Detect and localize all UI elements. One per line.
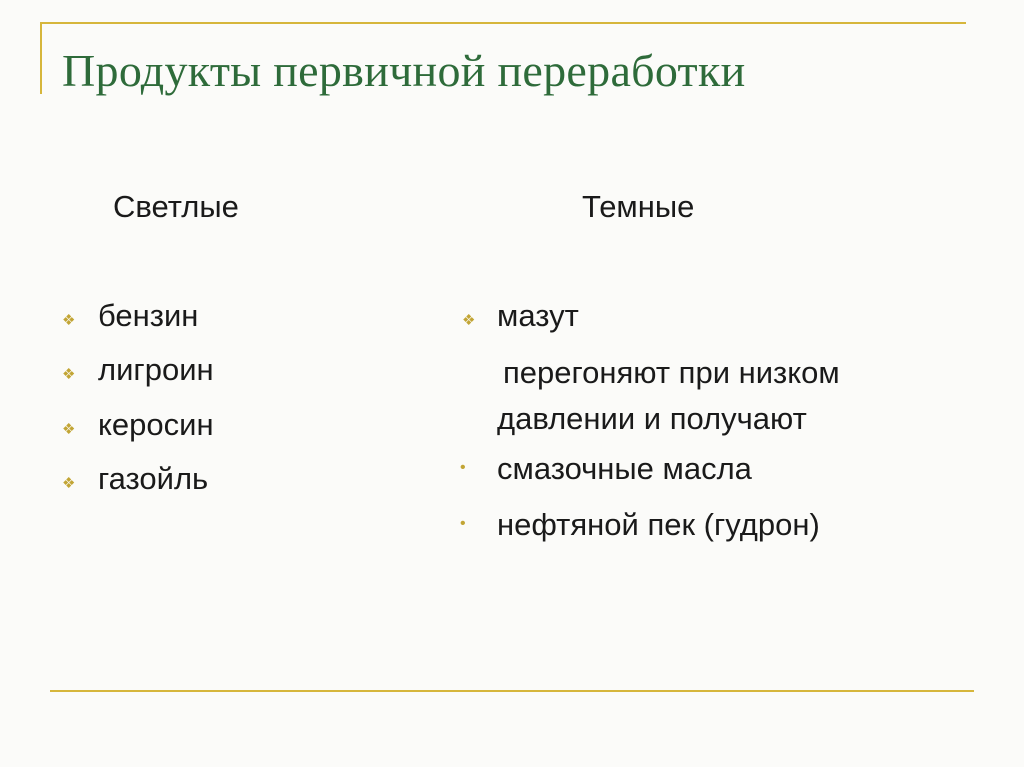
frame-bottom-rule (50, 690, 974, 692)
dot-bullet-icon: • (460, 459, 466, 476)
list-item-dark-sub: нефтяной пек (гудрон) (497, 507, 820, 542)
four-diamond-bullet-icon: ❖ (62, 366, 76, 383)
slide-title: Продукты первичной переработки (62, 45, 746, 96)
list-item-dark-sub: смазочные масла (497, 451, 752, 486)
four-diamond-bullet-icon: ❖ (62, 421, 76, 438)
frame-left-rule (40, 22, 42, 94)
four-diamond-bullet-icon: ❖ (62, 475, 76, 492)
four-diamond-bullet-icon: ❖ (62, 312, 76, 329)
list-item-light: лигроин (98, 352, 214, 387)
list-item-light: бензин (98, 298, 199, 333)
list-item-light: керосин (98, 407, 214, 442)
dot-bullet-icon: • (460, 515, 466, 532)
list-item-light: газойль (98, 461, 209, 496)
dark-column-note: перегоняют при низком давлении и получают (497, 355, 840, 436)
column-heading-dark: Темные (582, 189, 695, 224)
four-diamond-bullet-icon: ❖ (462, 312, 476, 329)
frame-top-rule (40, 22, 966, 24)
column-heading-light: Светлые (113, 189, 239, 224)
list-item-dark-main: мазут (497, 298, 579, 333)
